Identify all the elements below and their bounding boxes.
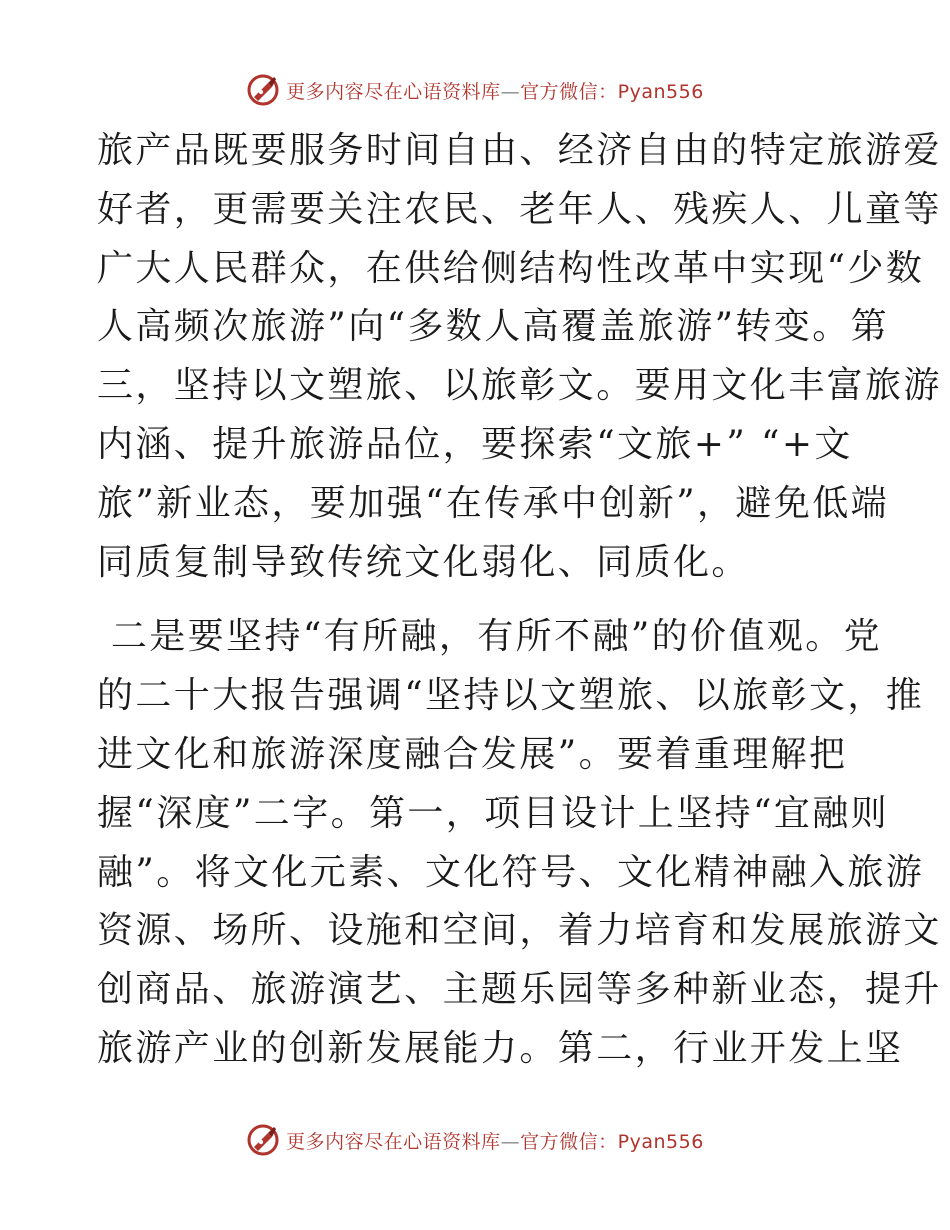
text-line: 二是要坚持“有所融，有所不融”的价值观。党 bbox=[97, 616, 883, 658]
footer-banner bbox=[0, 1120, 950, 1160]
banner-wechat-text: 官方微信：Pyan556 bbox=[520, 80, 704, 103]
banner-text bbox=[286, 1127, 704, 1154]
text-line: 旅游产业的创新发展能力。第二，行业开发上坚 bbox=[97, 1027, 904, 1069]
header-banner bbox=[0, 70, 950, 110]
banner-dash: — bbox=[500, 1130, 521, 1153]
text-line: 旅产品既要服务时间自由、经济自由的特定旅游爱 bbox=[97, 130, 942, 171]
text-line: 广大人民群众，在供给侧结构性改革中实现“少数 bbox=[97, 247, 925, 289]
text-line: 创商品、旅游演艺、主题乐园等多种新业态，提升 bbox=[97, 969, 942, 1011]
text-line: 人高频次旅游”向“多数人高覆盖旅游”转变。第 bbox=[97, 306, 890, 348]
pen-logo-icon bbox=[246, 1123, 280, 1157]
text-line: 同质复制导致传统文化弱化、同质化。 bbox=[97, 541, 750, 583]
text-line: 内涵、提升旅游品位，要探索“文旅+” “+文 bbox=[97, 423, 853, 465]
text-line: 的二十大报告强调“坚持以文塑旅、以旅彰文，推 bbox=[97, 675, 925, 717]
text-line: 进文化和旅游深度融合发展”。要着重理解把 bbox=[97, 733, 848, 775]
paragraph-2 bbox=[97, 608, 942, 1078]
text-line: 融”。将文化元素、文化符号、文化精神融入旅游 bbox=[97, 851, 925, 893]
text-line: 好者，更需要关注农民、老年人、残疾人、儿童等 bbox=[97, 188, 942, 230]
text-line: 握“深度”二字。第一，项目设计上坚持“宜融则 bbox=[97, 792, 890, 834]
text-line: 旅”新业态，要加强“在传承中创新”，避免低端 bbox=[97, 482, 890, 524]
document-body bbox=[97, 122, 942, 1079]
banner-main-text: 更多内容尽在心语资料库 bbox=[286, 1130, 501, 1153]
text-line: 资源、场所、设施和空间，着力培育和发展旅游文 bbox=[97, 910, 942, 952]
banner-main-text: 更多内容尽在心语资料库 bbox=[286, 80, 501, 103]
banner-dash: — bbox=[500, 80, 521, 103]
paragraph-1 bbox=[97, 122, 942, 592]
banner-wechat-text: 官方微信：Pyan556 bbox=[520, 1130, 704, 1153]
pen-logo-icon bbox=[246, 73, 280, 107]
text-line: 三，坚持以文塑旅、以旅彰文。要用文化丰富旅游 bbox=[97, 365, 942, 407]
paragraph-gap bbox=[97, 592, 857, 608]
banner-text bbox=[286, 77, 704, 104]
